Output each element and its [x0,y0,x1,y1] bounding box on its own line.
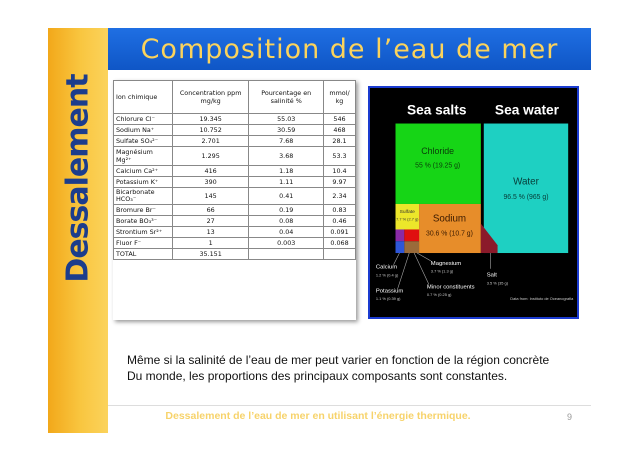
water-block [484,124,568,253]
table-cell: Calcium Ca²⁺ [114,166,173,177]
sea-salts-graphic [368,86,579,319]
side-title-text: Dessalement [60,73,96,283]
table-cell: 13 [172,227,249,238]
table-row [114,147,356,166]
table-cell: 145 [172,188,249,205]
table-cell: 9.97 [324,177,356,188]
table-cell: Bicarbonate HCO₃⁻ [114,188,173,205]
table-header-cell: Concentration ppm mg/kg [172,81,249,114]
body-line: Du monde, les proportions des principaux composants sont constantes. [127,369,508,383]
table-cell: Potassium K⁺ [114,177,173,188]
table-row [114,227,356,238]
table-cell: Borate BO₃³⁻ [114,216,173,227]
minor-label: Minor constituents [426,284,475,291]
table-cell: 0.08 [249,216,324,227]
table-header-cell: mmol/ kg [324,81,356,114]
table-cell [249,249,324,260]
table-row [114,238,356,249]
sodium-block [419,204,481,253]
table-cell: 30.59 [249,125,324,136]
calcium-block [396,241,405,253]
table-row [114,136,356,147]
table-cell: Chlorure Cl⁻ [114,114,173,125]
table-body [114,114,356,260]
table-header-cell: Ion chimique [114,81,173,114]
table-cell: Sodium Na⁺ [114,125,173,136]
table-header-cell: Pourcentage en salinité % [249,81,324,114]
table-cell: 0.19 [249,205,324,216]
source-note: Data from: Instituto de Oceanografia [510,296,574,302]
sulfate-value: 7.7 % (2.7 g) [396,216,419,222]
calcium-label: Calcium [375,264,398,271]
table-cell: 35.151 [172,249,249,260]
sodium-label: Sodium [432,213,467,225]
table-cell: 3.68 [249,147,324,166]
ion-table-grid [113,80,356,260]
magnesium-label: Magnesium [430,260,462,267]
sea-salts-heading: Sea salts [406,102,467,118]
table-cell [324,249,356,260]
minor-block [404,241,419,253]
table-cell: 53.3 [324,147,356,166]
table-cell: 10.752 [172,125,249,136]
table-cell: Sulfate SO₄²⁻ [114,136,173,147]
body-line: Même si la salinité de l’eau de mer peut varier en fonction de la région concrète [127,353,550,367]
table-row [114,114,356,125]
table-row [114,216,356,227]
table-cell: 7.68 [249,136,324,147]
magnesium-block [396,229,405,241]
sea-water-heading: Sea water [494,102,559,118]
sodium-value: 30.6 % (10.7 g) [426,230,473,238]
table-cell: 0.04 [249,227,324,238]
salt-block [484,245,498,253]
table-cell: Bromure Br⁻ [114,205,173,216]
table-row [114,177,356,188]
table-cell: 2.34 [324,188,356,205]
table-cell: 1 [172,238,249,249]
table-cell: 0.41 [249,188,324,205]
page-number: 9 [567,412,573,422]
footer-divider [108,405,591,406]
table-cell: TOTAL [114,249,173,260]
table-cell: 0.068 [324,238,356,249]
potassium-value: 1.1 % (0.39 g) [375,296,401,302]
table-row [114,205,356,216]
body-text [127,352,549,384]
table-cell: 2.701 [172,136,249,147]
table-cell: 1.18 [249,166,324,177]
chloride-value: 55 % (19.25 g) [415,162,461,170]
table-cell: 0.46 [324,216,356,227]
minor-value: 0.7 % (0.25 g) [426,292,452,298]
table-cell: 1.295 [172,147,249,166]
chloride-label: Chloride [421,145,455,156]
magnesium-value: 3.7 % (1.3 g) [430,268,454,274]
water-label: Water [513,176,539,188]
salt-value: 3.5 % (35 g) [486,280,509,286]
table-row [114,125,356,136]
table-header-row [114,81,356,114]
table-cell: 66 [172,205,249,216]
table-cell: 55.03 [249,114,324,125]
table-cell: 468 [324,125,356,136]
table-cell: 28.1 [324,136,356,147]
salt-label: Salt [486,272,497,279]
table-cell: 0.091 [324,227,356,238]
footer-text: Dessalement de l’eau de mer en utilisant l’énergie thermique. [165,410,471,422]
table-row [114,188,356,205]
table-cell: Strontium Sr²⁺ [114,227,173,238]
sulfate-label: Sulfate [399,209,415,215]
table-cell: 1.11 [249,177,324,188]
table-cell: 27 [172,216,249,227]
table-cell: 0.003 [249,238,324,249]
table-cell: 416 [172,166,249,177]
calcium-value: 1.2 % (0.4 g) [375,272,399,278]
table-cell: 0.83 [324,205,356,216]
table-cell: 546 [324,114,356,125]
table-cell: Fluor F⁻ [114,238,173,249]
table-cell: Magnésium Mg²⁺ [114,147,173,166]
slide-title: Composition de l’eau de mer [140,33,559,65]
potassium-label: Potassium [375,288,404,295]
table-cell: 390 [172,177,249,188]
table-row [114,249,356,260]
table-cell: 19.345 [172,114,249,125]
water-value: 96.5 % (965 g) [503,194,549,202]
potassium-block [404,229,419,241]
table-cell: 10.4 [324,166,356,177]
table-row [114,166,356,177]
side-title [48,28,108,328]
ion-table [113,80,356,320]
